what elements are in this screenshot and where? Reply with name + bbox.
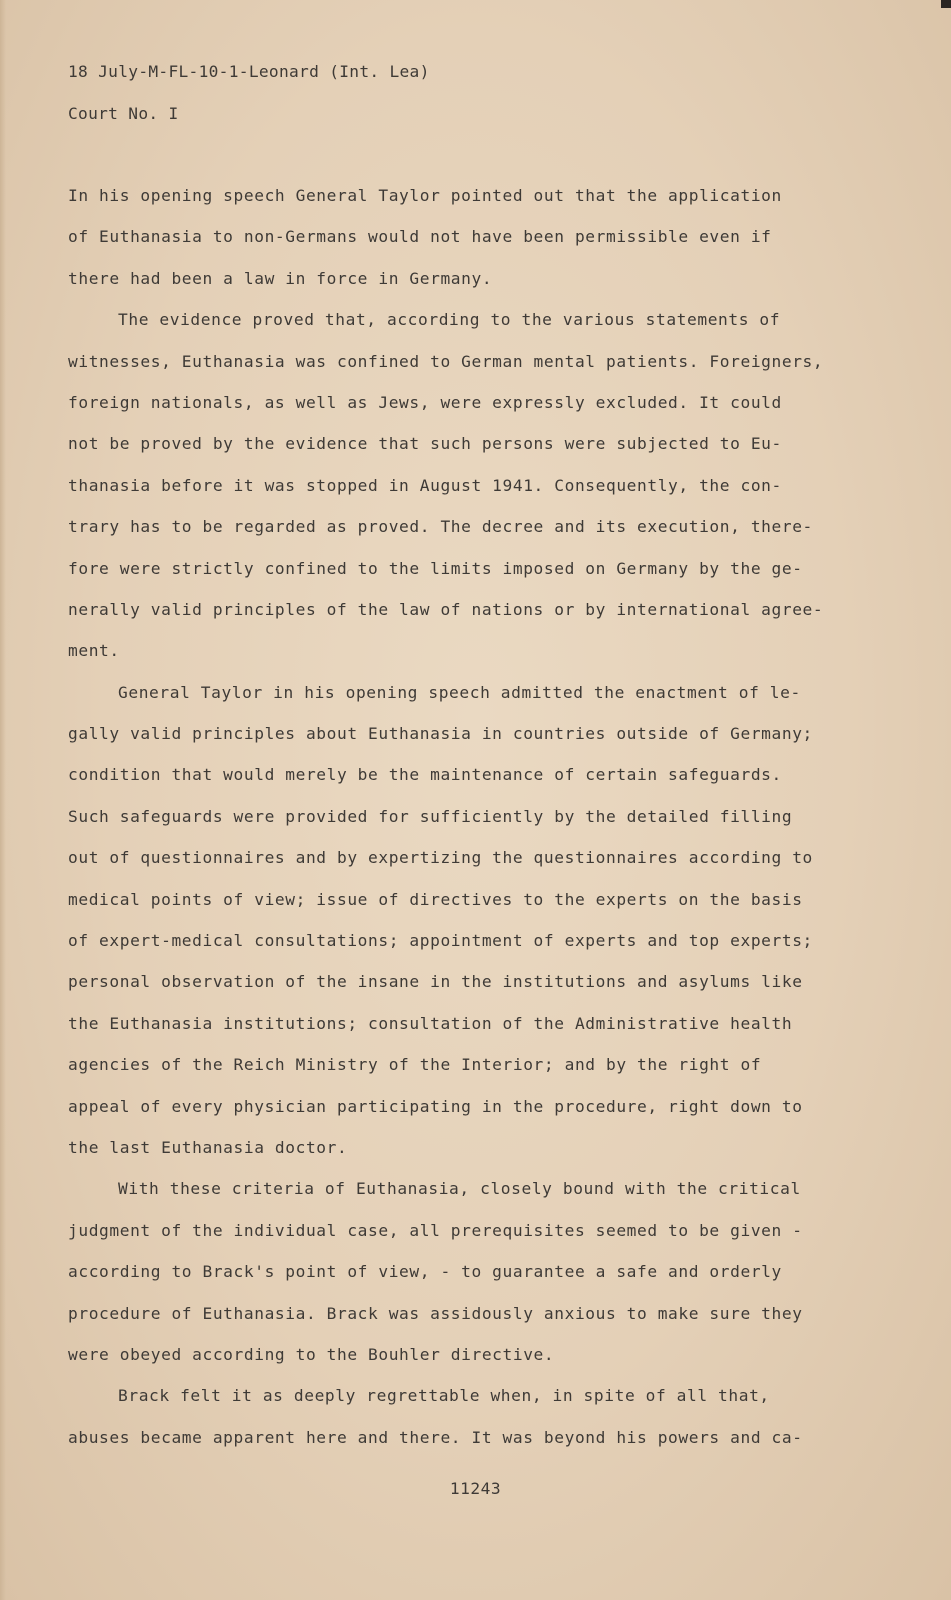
text-line: medical points of view; issue of directives to the experts on the basis	[68, 889, 803, 909]
text-line: personal observation of the insane in the institutions and asylums like	[68, 972, 803, 992]
text-line: were obeyed according to the Bouhler directive.	[68, 1344, 555, 1364]
text-line: the last Euthanasia doctor.	[68, 1137, 348, 1157]
text-line: Such safeguards were provided for sufficiently by the detailed filling	[68, 806, 793, 826]
text-line: foreign nationals, as well as Jews, were expressly excluded. It could	[68, 392, 782, 412]
text-line: nerally valid principles of the law of nations or by international agree-	[68, 599, 824, 619]
text-line: procedure of Euthanasia. Brack was assidously anxious to make sure they	[68, 1303, 803, 1323]
text-line: The evidence proved that, according to the various statements of	[118, 310, 781, 330]
text-line: of Euthanasia to non-Germans would not have been permissible even if	[68, 227, 772, 247]
text-line: witnesses, Euthanasia was confined to German mental patients. Foreigners,	[68, 351, 824, 371]
text-line: there had been a law in force in Germany.	[68, 268, 493, 288]
document-reference: 18 July-M-FL-10-1-Leonard (Int. Lea)	[68, 62, 430, 81]
text-line: appeal of every physician participating in the procedure, right down to	[68, 1096, 803, 1116]
text-line: Brack felt it as deeply regrettable when, in spite of all that,	[118, 1386, 770, 1406]
text-line: fore were strictly confined to the limits imposed on Germany by the ge-	[68, 558, 803, 578]
text-line: In his opening speech General Taylor pointed out that the application	[68, 186, 782, 205]
text-line: gally valid principles about Euthanasia in countries outside of Germany;	[68, 724, 813, 744]
text-line: With these criteria of Euthanasia, closely bound with the critical	[118, 1179, 801, 1199]
text-line: according to Brack's point of view, - to guarantee a safe and orderly	[68, 1262, 782, 1282]
text-line: the Euthanasia institutions; consultation of the Administrative health	[68, 1013, 793, 1033]
text-line: not be proved by the evidence that such persons were subjected to Eu-	[68, 434, 782, 454]
text-line: ment.	[68, 641, 120, 661]
text-line: of expert-medical consultations; appointment of experts and top experts;	[68, 931, 813, 951]
text-line: out of questionnaires and by expertizing the questionnaires according to	[68, 848, 813, 868]
page-number: 11243	[449, 1479, 502, 1498]
text-line: judgment of the individual case, all prerequisites seemed to be given -	[68, 1220, 803, 1240]
paper-edge-shadow	[0, 0, 6, 1600]
corner-mark	[941, 0, 951, 8]
court-number: Court No. I	[68, 104, 179, 123]
body-text	[68, 181, 828, 1464]
text-line: abuses became apparent here and there. It was beyond his powers and ca-	[68, 1427, 803, 1447]
text-line: General Taylor in his opening speech admitted the enactment of le-	[118, 682, 801, 702]
text-line: condition that would merely be the maintenance of certain safeguards.	[68, 765, 782, 785]
text-line: agencies of the Reich Ministry of the Interior; and by the right of	[68, 1055, 762, 1075]
text-line: thanasia before it was stopped in August 1941. Consequently, the con-	[68, 475, 782, 495]
text-line: trary has to be regarded as proved. The decree and its execution, there-	[68, 517, 813, 537]
